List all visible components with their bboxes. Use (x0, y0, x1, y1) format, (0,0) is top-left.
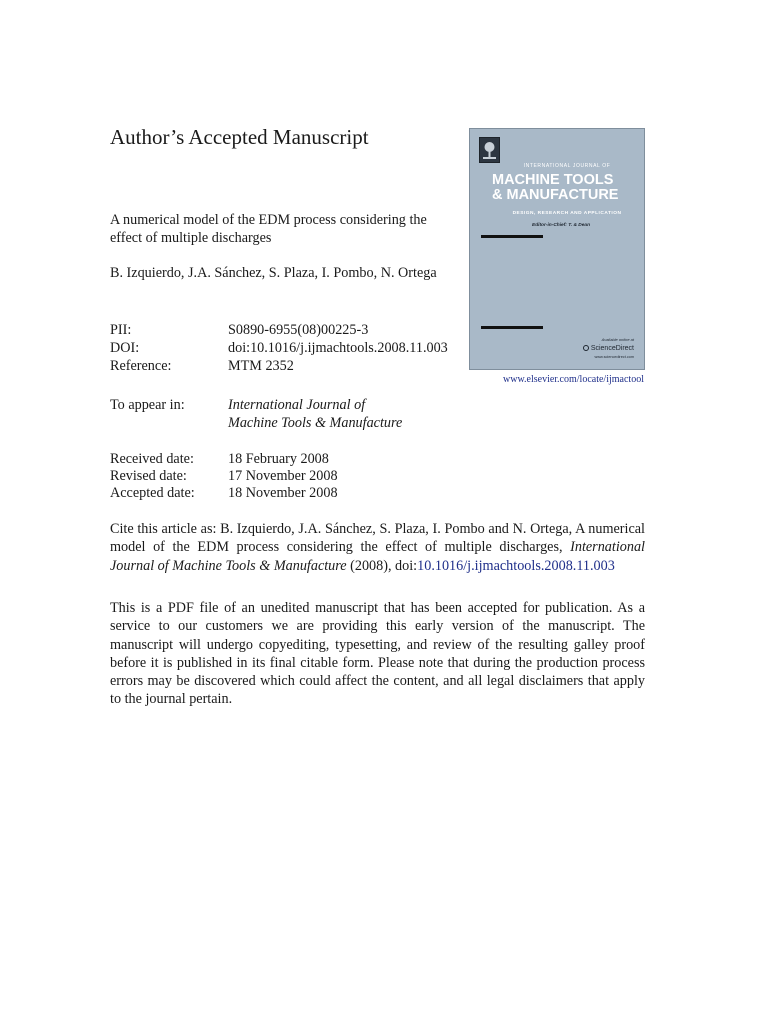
cover-url: www.sciencedirect.com (594, 355, 634, 359)
pii-label: PII: (110, 322, 132, 338)
cover-editor: Editor-in-Chief: T. & Dean (532, 223, 591, 228)
doi-label: DOI: (110, 340, 140, 356)
author-list: B. Izquierdo, J.A. Sánchez, S. Plaza, I. Pombo, N. Ortega (110, 265, 437, 281)
appear-label: To appear in: (110, 397, 185, 413)
pii-value: S0890-6955(08)00225-3 (228, 322, 369, 338)
appear-journal-line1: International Journal of (228, 397, 366, 413)
accepted-label: Accepted date: (110, 485, 195, 501)
elsevier-tree-icon (480, 138, 499, 162)
received-label: Received date: (110, 451, 194, 467)
journal-cover (469, 128, 645, 370)
citation-year: (2008), doi: (346, 557, 418, 574)
sciencedirect-icon (583, 345, 589, 351)
cover-bar-bottom (481, 326, 543, 329)
revised-value: 17 November 2008 (228, 468, 338, 484)
cover-title (492, 173, 642, 203)
appear-journal-line2: Machine Tools & Manufacture (228, 415, 403, 431)
received-value: 18 February 2008 (228, 451, 329, 467)
page-title: Author’s Accepted Manuscript (110, 125, 369, 149)
citation-prefix: Cite this article as: B. Izquierdo, J.A. Sánchez, S. Plaza, I. Pombo and N. Ortega, A numerical model of the EDM process considering the effect of multiple discharges, (110, 521, 645, 556)
revised-label: Revised date: (110, 468, 187, 484)
citation-paragraph (110, 520, 645, 575)
article-title: A numerical model of the EDM process considering the effect of multiple discharges (110, 212, 427, 246)
cover-available: Available online at (601, 337, 634, 342)
doi-value: doi:10.1016/j.ijmachtools.2008.11.003 (228, 340, 448, 356)
sciencedirect-mark (583, 345, 634, 352)
cover-title-line1: MACHINE TOOLS (492, 172, 614, 188)
manuscript-notice: This is a PDF file of an unedited manuscript that has been accepted for publication. As a service to our customers we are providing this early version of the manuscript. The manuscript will undergo copyediting, typesetting, and review of the resulting galley proof before it is published in its final citable form. Please note that during the production process errors may be discovered which could affect the content, and all legal disclaimers that apply to the journal pertain. (110, 600, 645, 708)
reference-label: Reference: (110, 358, 172, 374)
reference-value: MTM 2352 (228, 358, 294, 374)
cover-bar-top (481, 235, 543, 238)
journal-link[interactable]: www.elsevier.com/locate/ijmactool (503, 374, 644, 385)
sciencedirect-label: ScienceDirect (590, 345, 634, 352)
accepted-value: 18 November 2008 (228, 485, 338, 501)
cover-subtitle: DESIGN, RESEARCH AND APPLICATION (512, 211, 622, 216)
elsevier-logo-icon (479, 137, 500, 163)
citation-doi-link[interactable]: 10.1016/j.ijmachtools.2008.11.003 (417, 557, 615, 574)
citation-journal: International Journal of Machine Tools & Manufacture (110, 539, 645, 574)
cover-kicker: INTERNATIONAL JOURNAL OF (523, 163, 611, 169)
cover-title-line2: & MANUFACTURE (492, 187, 619, 203)
